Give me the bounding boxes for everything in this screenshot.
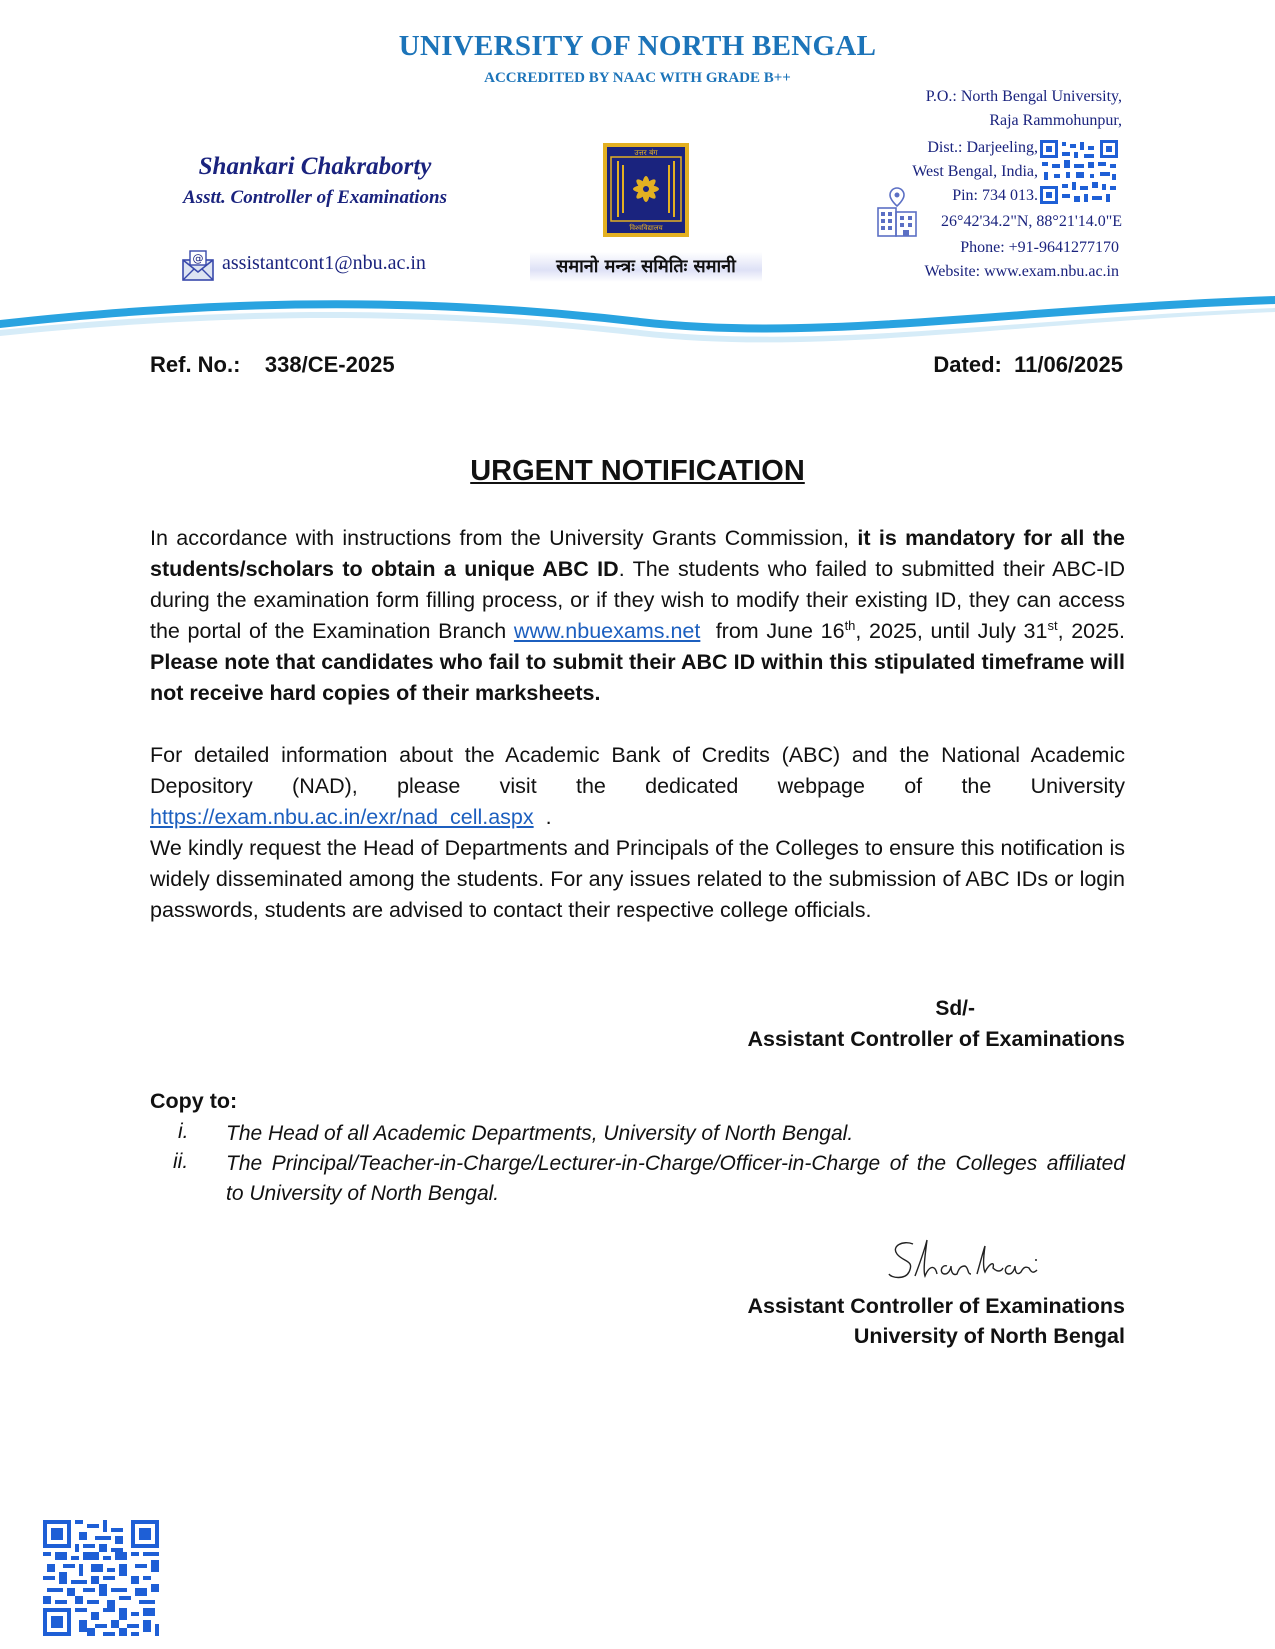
- address-line-2: Raja Rammohunpur,: [989, 112, 1122, 129]
- para1-text-5: , 2025.: [1057, 619, 1126, 643]
- notice-date: [933, 352, 1123, 378]
- emblem-bottom-text: विश्वविद्यालय: [629, 224, 663, 232]
- copy-item: The Principal/Teacher-in-Charge/Lecturer-in-Charge/Officer-in-Charge of the Colleges affiliated to University of North Bengal.: [226, 1152, 1125, 1205]
- sd-mark: Sd/-: [935, 997, 975, 1020]
- svg-text:@: @: [192, 252, 204, 265]
- university-name: UNIVERSITY OF NORTH BENGAL: [398, 30, 877, 62]
- university-emblem: [603, 143, 689, 237]
- accreditation-line: ACCREDITED BY NAAC WITH GRADE B++: [484, 70, 791, 86]
- copy-item-number: i.: [178, 1120, 189, 1143]
- address-line-1: P.O.: North Bengal University,: [925, 88, 1122, 105]
- paragraph-request: We kindly request the Head of Departments and Principals of the Colleges to ensure this notification is widely disseminated among the students. For any issues related to the submission of ABC IDs or login passwords, students are advised to contact their respective college officials.: [150, 836, 1125, 922]
- ref-label: Ref. No.:: [150, 352, 241, 377]
- paragraph-abc-mandate: [150, 523, 1125, 709]
- nbuexams-link[interactable]: www.nbuexams.net: [513, 619, 701, 643]
- dated-value: 11/06/2025: [1014, 352, 1123, 377]
- dated-label: Dated:: [933, 352, 1002, 377]
- building-location-icon: [874, 186, 920, 238]
- nad-cell-link[interactable]: https://exam.nbu.ac.in/exr/nad_cell.aspx: [150, 805, 534, 829]
- copy-item-number: ii.: [173, 1150, 189, 1173]
- document-qr-code: [43, 1520, 159, 1636]
- university-motto: समानो मन्त्रः समितिः समानी: [530, 252, 762, 282]
- address-website[interactable]: Website: www.exam.nbu.ac.in: [924, 263, 1119, 280]
- handwritten-signature: [885, 1230, 1045, 1290]
- para1-bold-1: it is mandatory for all the students/scholars to obtain a unique ABC ID: [150, 526, 1125, 581]
- para1-sup-1: th: [844, 617, 856, 633]
- header-divider-wave: [0, 290, 1275, 360]
- address-pin: Pin: 734 013.: [952, 187, 1038, 204]
- emblem-top-text: उत्तर बंग: [634, 148, 658, 157]
- para1-bold-2: Please note that candidates who fail to submit their ABC ID within this stipulated timeframe will not receive hard copies of their marksheets.: [150, 650, 1125, 705]
- para1-text-2: . The students who failed to submitted their ABC-ID during the examination form filling process, or if they wish to modify their existing ID, they can access the portal of the Examination Branch: [150, 557, 1126, 643]
- reference-number: [150, 352, 395, 378]
- footer-signatory-org: University of North Bengal: [853, 1324, 1125, 1348]
- email-address[interactable]: assistantcont1@nbu.ac.in: [222, 252, 426, 274]
- email-icon: [181, 248, 215, 282]
- signoff-title: Assistant Controller of Examinations: [747, 1027, 1125, 1051]
- address-line-4: West Bengal, India,: [912, 163, 1038, 180]
- ref-value: 338/CE-2025: [264, 352, 395, 377]
- para1-sup-2: st: [1047, 617, 1058, 633]
- copy-item: The Head of all Academic Departments, University of North Bengal.: [226, 1122, 854, 1145]
- address-coordinates: 26°42'34.2"N, 88°21'14.0"E: [941, 213, 1122, 230]
- para1-text-1: In accordance with instructions from the University Grants Commission,: [150, 526, 858, 550]
- para2-text-2: .: [533, 805, 552, 829]
- officer-title: Asstt. Controller of Examinations: [183, 187, 447, 208]
- para1-text-3: from June 16: [700, 619, 845, 643]
- footer-signatory-title: Assistant Controller of Examinations: [747, 1294, 1125, 1318]
- paragraph-abc-nad-info: [150, 740, 1125, 833]
- notification-title: URGENT NOTIFICATION: [470, 455, 805, 487]
- address-phone: Phone: +91-9641277170: [960, 239, 1119, 256]
- officer-name: Shankari Chakraborty: [198, 153, 432, 180]
- para2-text-1: For detailed information about the Academic Bank of Credits (ABC) and the National Academic Depository (NAD), please visit the dedicated webpage of the University: [150, 743, 1125, 798]
- location-qr-code: [1040, 140, 1118, 204]
- para1-text-4: , 2025, until July 31: [855, 619, 1048, 643]
- address-line-3: Dist.: Darjeeling,: [927, 139, 1038, 156]
- copy-to-label: Copy to:: [150, 1089, 238, 1113]
